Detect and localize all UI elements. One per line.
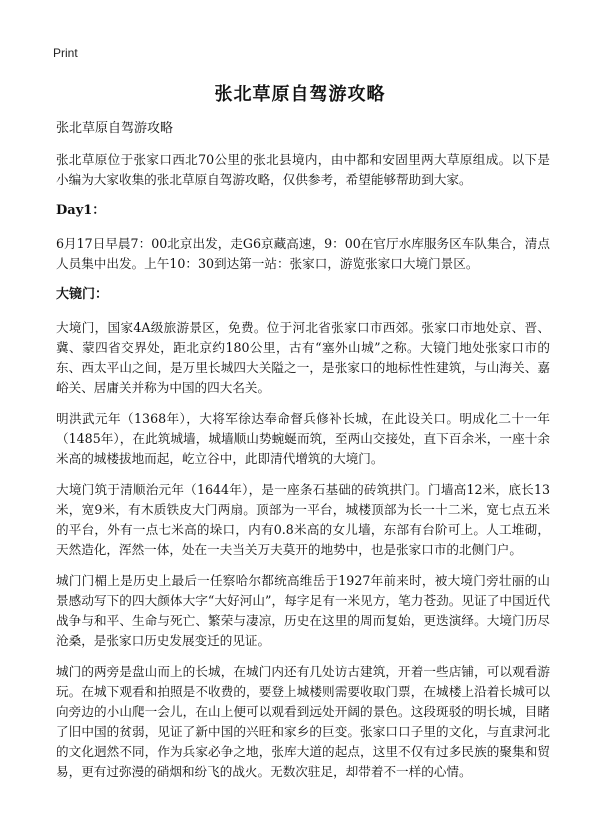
article-body	[56, 119, 550, 793]
article-subtitle: 张北草原自驾游攻略	[56, 121, 174, 136]
print-link[interactable]: Print	[53, 46, 78, 60]
body-paragraph-1: 大境门，国家4A级旅游景区，免费。位于河北省张家口市西郊。张家口市地处京、晋、冀、蒙四省交界处，距北京约180公里，古有“塞外山城”之称。大镜门地处张家口市的东、西太平山之间，是万里长城四大关隘之一，是张家口的地标性性建筑，与山海关、嘉峪关、居庸关并称为中国的四大名关。	[56, 320, 550, 395]
body-paragraph-4: 城门门楣上是历史上最后一任察哈尔都统高维岳于1927年前来时，被大境门旁壮丽的山景感动写下的四大颜体大字“大好河山”，每字足有一米见方，笔力苍劲。见证了中国近代战争与和平、生命与死亡、繁荣与凄凉，历史在这里的周而复始，更迭演绎。大境门历尽沧桑，是张家口历史发展变迁的见证。	[56, 573, 550, 648]
page-title: 张北草原自驾游攻略	[214, 84, 386, 105]
body-paragraph-3: 大境门筑于清顺治元年（1644年），是一座条石基础的砖筑拱门。门墙高12米，底长13米，宽9米，有木质铁皮大门两扇。顶部为一平台，城楼顶部为长一十二米，宽七点五米的平台，外有一点七米高的垛口，内有0.8米高的女儿墙，东部有台阶可上。人工堆砌，天然造化，浑然一体，处在一夫当关万夫莫开的地势中，也是张家口市的北侧门户。	[56, 482, 550, 557]
body-paragraph-5: 城门的两旁是盘山而上的长城，在城门内还有几处访古建筑，开着一些店铺，可以观看游玩。在城下观看和拍照是不收费的，要登上城楼则需要收取门票，在城楼上沿着长城可以向旁边的小山爬一会儿，在山上便可以观看到远处开阔的景色。这段斑驳的明长城，目睹了旧中国的贫弱，见证了新中国的兴旺和家乡的巨变。张家口口子里的文化，与直隶河北的文化迥然不同，作为兵家必争之地，张库大道的起点，这里不仅有过多民族的聚集和贸易，更有过弥漫的硝烟和纷飞的战火。无数次驻足，却带着不一样的心情。	[56, 664, 550, 779]
day1-heading: Day1：	[56, 203, 106, 218]
body-paragraph-2: 明洪武元年（1368年），大将军徐达奉命督兵修补长城，在此设关口。明成化二十一年（1485年），在此筑城墙，城墙顺山势蜿蜒而筑，至两山交接处，直下百余米，一座十余米高的城楼拔地而起，屹立谷中，此即清代增筑的大境门。	[56, 411, 550, 466]
section-heading: 大镜门：	[56, 287, 109, 302]
intro-paragraph: 张北草原位于张家口西北70公里的张北县境内，由中都和安固里两大草原组成。以下是小编为大家收集的张北草原自驾游攻略，仅供参考，希望能够帮助到大家。	[56, 152, 550, 187]
day1-paragraph: 6月17日早晨7：00北京出发，走G6京藏高速，9：00在官厅水库服务区车队集合，清点人员集中出发。上午10：30到达第一站：张家口，游览张家口大境门景区。	[56, 236, 550, 271]
